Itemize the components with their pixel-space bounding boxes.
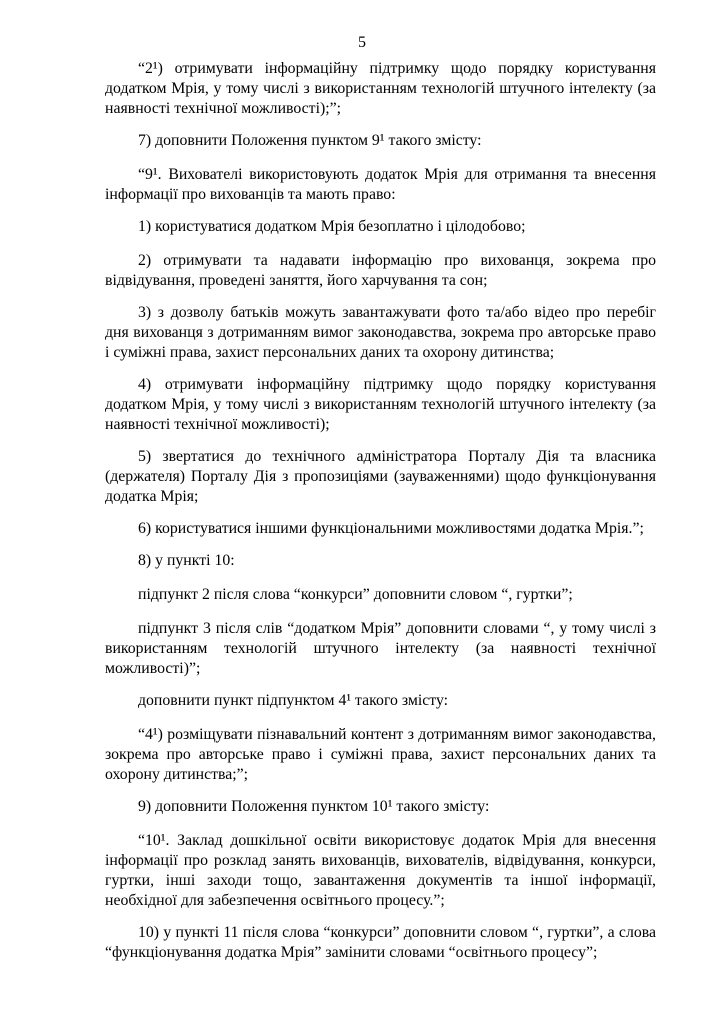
paragraph-10-1-institution: “10¹. Заклад дошкільної освіти використовує додаток Мрія для внесення інформації про розклад занять вихованців, вихователів, відвідування, конкурси, гуртки, інші заходи тощо, завантаження документів та іншої інформації, необхідної для забезпечення освітнього процесу.”;: [105, 832, 656, 909]
document-body: [105, 59, 656, 975]
page-number: 5: [358, 34, 366, 51]
paragraph-add-subitem-4-1: доповнити пункт підпунктом 4¹ такого змісту:: [138, 692, 449, 709]
paragraph-subitem-3: підпункт 3 після слів “додатком Мрія” доповнити словами “, у тому числі з використанням технологій штучного інтелекту (за наявності технічної можливості)”;: [105, 620, 656, 677]
paragraph-item-9: 9) доповнити Положення пунктом 10¹ такого змісту:: [138, 798, 490, 815]
paragraph-4-1-content: “4¹) розміщувати пізнавальний контент з дотриманням вимог законодавства, зокрема про авторське право і суміжні права, захист персональних даних та охорону дитинства;”;: [105, 726, 656, 783]
paragraph-right-4: 4) отримувати інформаційну підтримку щодо порядку користування додатком Мрія, у тому числі з використанням технологій штучного інтелекту (за наявності технічної можливості);: [105, 376, 656, 433]
paragraph-subitem-2: підпункт 2 після слова “конкурси” доповнити словом “, гуртки”;: [138, 586, 573, 603]
paragraph-right-1: 1) користуватися додатком Мрія безоплатно і цілодобово;: [138, 218, 526, 235]
paragraph-right-2: 2) отримувати та надавати інформацію про вихованця, зокрема про відвідування, проведені заняття, його харчування та сон;: [105, 252, 656, 289]
paragraph-9-1-educators: “9¹. Вихователі використовують додаток Мрія для отримання та внесення інформації про вихованців та мають право:: [105, 166, 656, 203]
paragraph-item-7: 7) доповнити Положення пунктом 9¹ такого змісту:: [138, 132, 482, 149]
paragraph-item-10: 10) у пункті 11 після слова “конкурси” доповнити словом “, гуртки”, а слова “функціонування додатка Мрія” замінити словами “освітнього процесу”;: [105, 924, 656, 961]
paragraph-right-3: 3) з дозволу батьків можуть завантажувати фото та/або відео про перебіг дня вихованця з дотриманням вимог законодавства, зокрема про авторське право і суміжні права, захист персональних даних та охорону дитинства;: [105, 304, 656, 361]
paragraph-right-5: 5) звертатися до технічного адміністратора Порталу Дія та власника (держателя) Порталу Дія з пропозиціями (зауваженнями) щодо функціонування додатка Мрія;: [105, 448, 656, 505]
paragraph-2-1-info-support: “2¹) отримувати інформаційну підтримку щодо порядку користування додатком Мрія, у тому числі з використанням технологій штучного інтелекту (за наявності технічної можливості);”;: [105, 60, 656, 117]
paragraph-item-8: 8) у пункті 10:: [138, 552, 235, 569]
paragraph-right-6: 6) користуватися іншими функціональними можливостями додатка Мрія.”;: [138, 520, 644, 537]
